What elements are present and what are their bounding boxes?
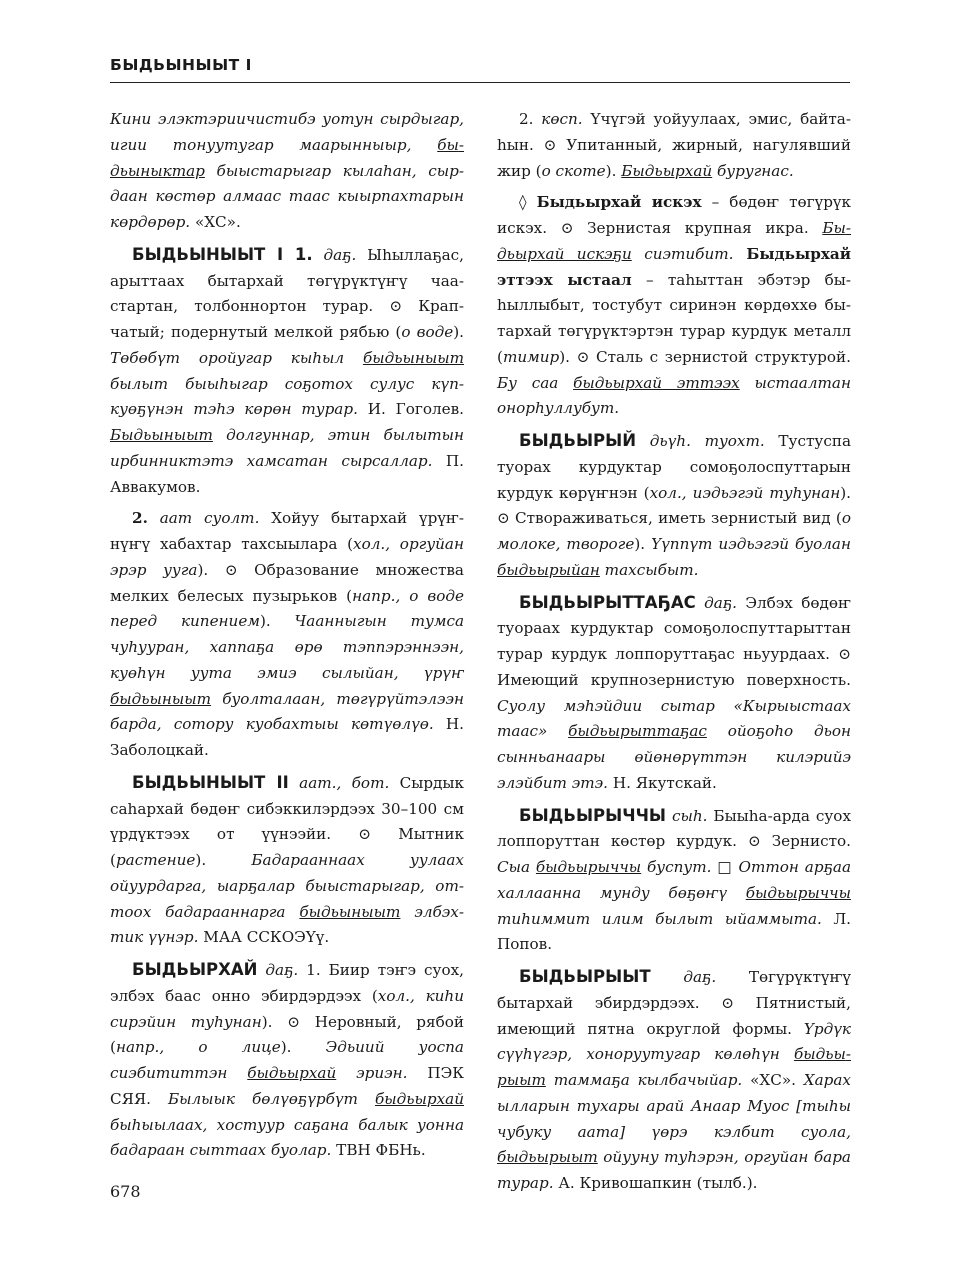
- entry-text: Төгүрүктүҥү бытархай эбирдэрдээх. ⊙ Пятнистый, имеющий пятна округлой формы.: [497, 968, 851, 1038]
- dictionary-entry: [497, 590, 851, 797]
- entry-text: аат., бот.: [288, 773, 390, 792]
- entry-text: Н. Якутскай.: [608, 773, 717, 792]
- entry-text: Хойуу бытархай үрүҥнүҥү хабахтар тахсыылара (: [110, 509, 464, 553]
- entry-text: быыстарыгар кылаhан, сырдаан көстөр алмаас таас кыырпахтарын көрдөрөр.: [110, 161, 464, 231]
- entry-text: даҕ.: [650, 968, 717, 986]
- left-column: [110, 107, 464, 1170]
- dictionary-entry: [110, 957, 464, 1164]
- entry-text: элбэхтик үүнэр.: [110, 902, 464, 947]
- entry-text: Ыhыллаҕас, арыттаах бытархай төгүрүктүҥү чаастартан, толбоннортон турар. ⊙ Крапчатый; подернутый мелкой рябью (: [110, 245, 464, 341]
- entry-text: хол., оргуйан эрэр ууга: [110, 535, 464, 579]
- entry-text: ).: [634, 535, 652, 553]
- entry-text: дьүh. туохт.: [636, 432, 765, 450]
- entry-text: Чаанныгын тумса чуhууран, хаппаҕа өрө тэппэрэннээн, куөhүн уута эмиэ сылыйан, үрүҥ: [110, 612, 465, 682]
- entry-text: тимир: [502, 347, 560, 366]
- entry-text: быдьырыыт: [497, 1148, 598, 1167]
- entry-text: П. Аввакумов.: [110, 451, 464, 496]
- entry-text: быдьырхай эттээх: [573, 373, 740, 392]
- entry-text: ТВН ФБНь.: [331, 1141, 426, 1160]
- entry-text: Быдьырхай искэх: [536, 193, 702, 212]
- dictionary-entry: [497, 190, 851, 422]
- headword: БЫДЬЫРЫЫТ: [519, 967, 651, 986]
- page-number: 678: [110, 1182, 141, 1201]
- entry-text: о воде: [401, 323, 454, 341]
- entry-text: тиhиммит илим былыт ыйаммыта.: [497, 909, 822, 928]
- headword: БЫДЬЫНЫЫТ I 1.: [132, 244, 313, 264]
- entry-text: Элбэх бөдөҥ туораах курдуктар сомоҕолоспуттарыттан турар курдук лоппоруттаҕас ньуурдаах. ⊙ Имеющий крупнозернистую поверхность.: [497, 593, 851, 689]
- entry-text: буспут.: [641, 858, 712, 876]
- entry-text: долгуннар, этин былытын ирбинниктэтэ хамсатан сырсаллар.: [110, 426, 464, 470]
- entry-text: ыстаалтан онорhуллубут.: [497, 373, 851, 418]
- entry-text: Үүппүт иэдьэгэй буолан: [651, 535, 851, 553]
- entry-text: Быдьыныыт: [110, 426, 213, 444]
- entry-text: сыh.: [666, 806, 708, 825]
- entry-text: «ХС».: [190, 213, 241, 231]
- entry-text: напр., о воде перед кипением: [110, 586, 464, 631]
- entry-text: быдьыныыт: [299, 902, 401, 921]
- entry-text: 2.: [519, 110, 534, 128]
- entry-text: Л. Попов.: [497, 909, 851, 954]
- entry-text: напр., о лице: [115, 1038, 281, 1057]
- entry-text: ойууну туhэрэн, оргуйан бара турар.: [497, 1148, 851, 1192]
- entry-text: былыт быыhыгар соҕотох сулус күпкуөҕүнэн тэhэ көрөн турар.: [110, 374, 464, 419]
- entry-text: растение: [115, 851, 196, 869]
- headword: БЫДЬЫРЫТТАҔАС: [519, 592, 696, 612]
- dictionary-entry: [110, 107, 464, 236]
- entry-text: быдьыныктар: [110, 135, 464, 180]
- entry-text: ойоҕоhо дьон сынньанаары өйөнөрүттэн килэрийэ элэйбит этэ.: [497, 722, 852, 792]
- entry-text: 2.: [132, 509, 148, 528]
- entry-text: даҕ.: [257, 961, 299, 979]
- entry-text: Харах ылларын тухары арай Анаар Муос [тыhы чубуку аата] үөрэ кэлбит суола,: [497, 1071, 851, 1141]
- entry-text: МАА ССКОЭҮү.: [198, 928, 330, 947]
- running-header: [110, 56, 850, 83]
- dictionary-entry: [110, 506, 464, 764]
- entry-text: □: [711, 858, 739, 876]
- entry-text: Үчүгэй уойуулаах, эмис, байтаhын. ⊙ Упитанный, жирный, нагулявший жир (: [497, 110, 852, 180]
- entry-text: «ХС».: [742, 1071, 804, 1089]
- entry-text: Бу саа: [497, 373, 574, 392]
- entry-text: Бадарааннаах уулаах ойуурдарга, ыарҕалар быыстарыгар, оттоох бадарааннарга: [110, 851, 464, 921]
- entry-text: Быдьырхай: [621, 161, 713, 180]
- entry-text: – бөдөҥ төгүрүк искэх. ⊙ Зернистая крупная икра.: [497, 193, 851, 237]
- entry-text: ).: [605, 161, 622, 180]
- entry-text: Быдьырхай искэҕи: [497, 219, 851, 263]
- entry-text: ).: [259, 612, 295, 631]
- entry-text: быдьыныыт: [110, 689, 212, 708]
- dictionary-entry: [497, 803, 851, 959]
- entry-text: Быыhа-арда суох лоппоруттан көстөр курдук. ⊙ Зернисто.: [497, 806, 852, 851]
- entry-text: – таhыттан эбэтэр быhыллыбыт, тостубут сиринэн көрдөххө бытархай төгүрүктэртэн турар курдук металл (: [497, 270, 851, 366]
- entry-text: ). ⊙ Неровный, рябой (: [110, 1012, 465, 1057]
- entry-text: Үрдүк сүүhүгэр, хоноруутугар көлөhүн: [497, 1019, 851, 1064]
- entry-text: буругнас.: [712, 161, 794, 180]
- entry-text: Былыык бөлүөҕүрбүт: [167, 1089, 375, 1108]
- entry-text: быдьырхай: [374, 1089, 464, 1108]
- headword: БЫДЬЫНЫЫТ II: [132, 772, 289, 792]
- entry-text: ПЭК СЯЯ.: [110, 1064, 464, 1108]
- entry-text: быдьырыччы: [745, 883, 851, 902]
- entry-text: Төбөбүт оройугар кыhыл: [110, 348, 363, 367]
- entry-text: ◊: [519, 193, 537, 212]
- headword: БЫДЬЫРЫЧЧЫ: [519, 805, 666, 825]
- entry-text: Оттон арҕаа халлаанна мунду бөҕөҥү: [497, 858, 851, 902]
- entry-text: ). ⊙ Створаживаться, иметь зернистый вид (: [497, 483, 851, 528]
- entry-text: быдьырхай: [247, 1064, 337, 1082]
- entry-text: А. Кривошапкин (тылб.).: [553, 1174, 758, 1192]
- right-column: [497, 107, 851, 1203]
- entry-text: о молоке, твороге: [497, 509, 851, 553]
- dictionary-entry: [110, 770, 464, 951]
- entry-text: быдьыныыт: [362, 348, 464, 367]
- entry-text: аат суолт.: [147, 509, 260, 528]
- dictionary-entry: [497, 964, 851, 1197]
- entry-text: о скоте: [541, 161, 606, 180]
- dictionary-entry: [497, 428, 851, 584]
- headword: БЫДЬЫРХАЙ: [132, 960, 258, 979]
- entry-text: сиэтибит.: [631, 244, 734, 263]
- entry-text: ).: [280, 1038, 326, 1057]
- dictionary-entry: [497, 107, 851, 184]
- headword: БЫДЬЫРЫЙ: [519, 431, 637, 450]
- entry-text: таммаҕа кылбачыйар.: [545, 1071, 743, 1089]
- entry-text: быдьырыччы: [535, 858, 642, 876]
- entry-text: ).: [453, 323, 464, 341]
- entry-text: Сыа: [497, 858, 536, 876]
- entry-text: эриэн.: [336, 1064, 408, 1082]
- entry-text: Суолу мэhэйдии сытар «Кырыыстаах таас»: [497, 696, 851, 741]
- dictionary-entry: [110, 242, 464, 501]
- entry-text: даҕ.: [312, 245, 357, 264]
- entry-text: тахсыбыт.: [599, 560, 699, 579]
- entry-text: быдьырыыт: [497, 1045, 851, 1089]
- entry-text: даҕ.: [695, 593, 737, 612]
- entry-text: ).: [195, 851, 252, 869]
- entry-text: Быдьырхай эттээх ыстаал: [497, 244, 851, 289]
- entry-text: Кини элэктэриичистибэ уотун сырдыгар, игии тонуутугар маарынныыр,: [110, 110, 464, 154]
- entry-text: көсп.: [533, 110, 583, 128]
- entry-text: быдьырыттаҕас: [568, 722, 707, 741]
- entry-text: 1. Биир тэҥэ суох, элбэх баас онно эбирдэрдээх (: [110, 961, 464, 1005]
- entry-text: хол., киhи сирэйин туhунан: [110, 986, 464, 1031]
- entry-text: буолталаан, төгүрүйтэлээн барда, сотору куобахтыы көтүөлүө.: [110, 689, 464, 734]
- entry-text: хол., иэдьэгэй туhунан: [649, 483, 841, 502]
- running-header-title: БЫДЬЫНЫЫТ I: [110, 56, 252, 74]
- entry-text: Тустуспа туорах курдуктар сомоҕолоспуттарын курдук көрүҥнэн (: [497, 432, 852, 502]
- entry-text: быдьырыйан: [497, 560, 600, 579]
- entry-text: И. Гоголев.: [357, 400, 464, 419]
- entry-text: Эдьиий уоспа сиэбититтэн: [110, 1038, 464, 1082]
- entry-text: Н. Заболоцкай.: [110, 715, 465, 759]
- entry-text: быhыылаах, хостуур саҕана балык уонна бадараан сыттаах буолар.: [110, 1115, 464, 1160]
- entry-text: ). ⊙ Образование множества мелких белесых пузырьков (: [110, 560, 464, 605]
- entry-text: Сырдык саhархай бөдөҥ сибэккилэрдээх 30–100 см үрдүктээх от үүнээйи. ⊙ Мытник (: [110, 773, 464, 869]
- entry-text: ). ⊙ Сталь с зернистой структурой.: [559, 347, 851, 366]
